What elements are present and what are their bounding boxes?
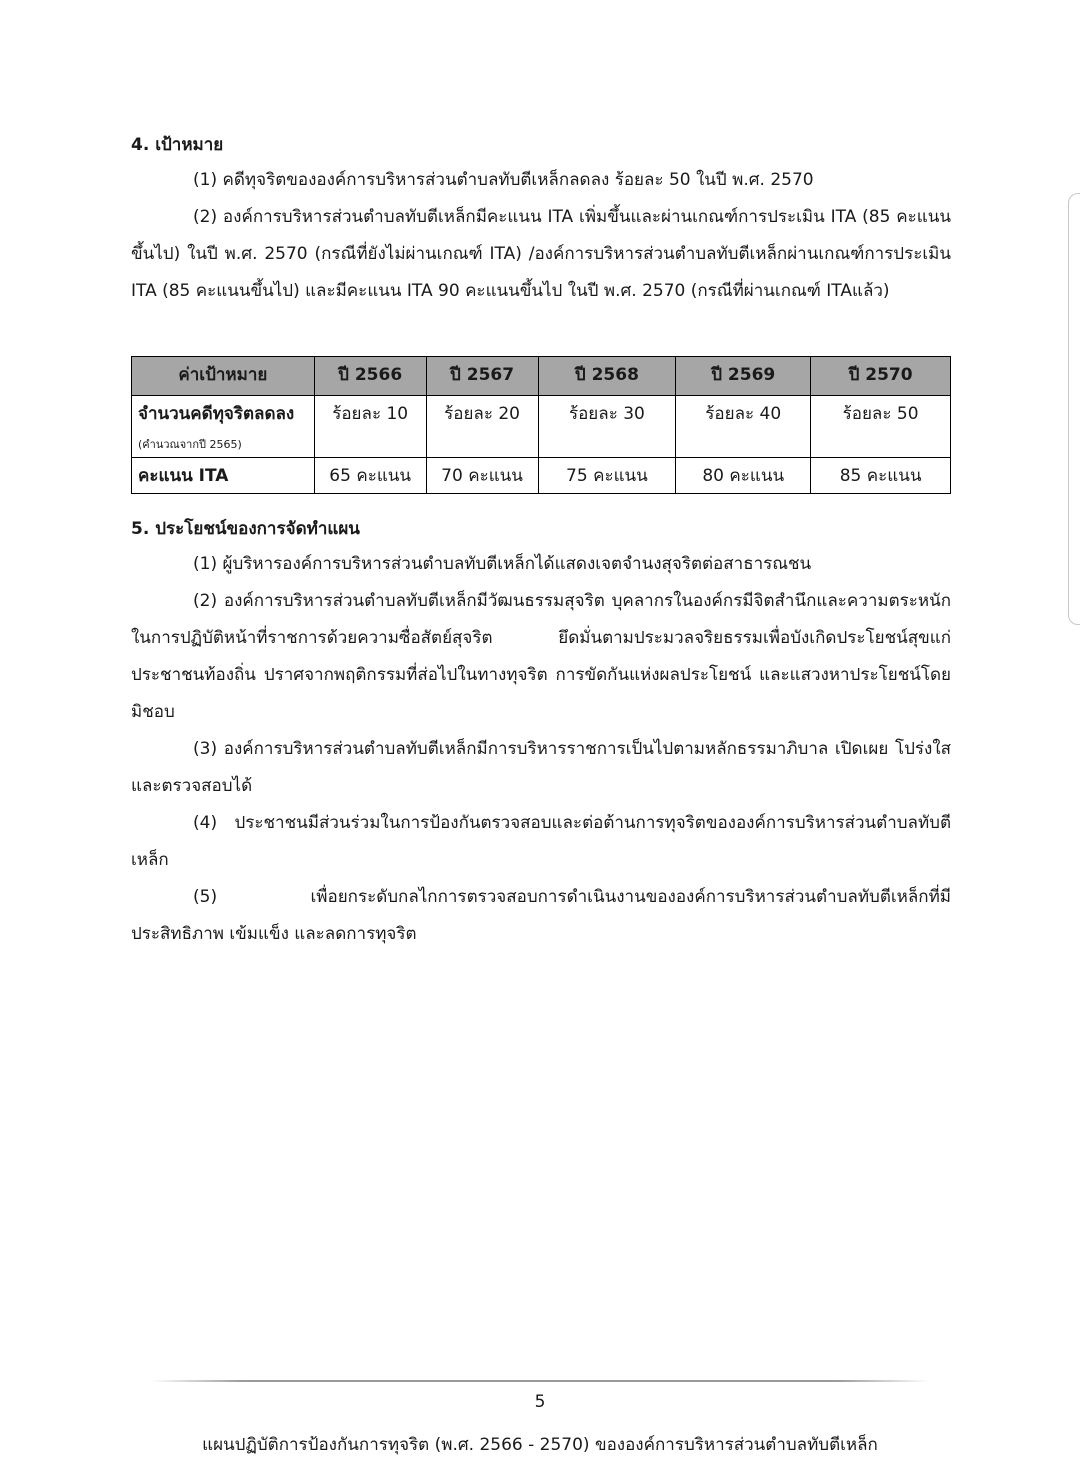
column-header: ปี 2568 <box>538 357 676 396</box>
column-header: ปี 2570 <box>811 357 951 396</box>
row-label-cell <box>132 458 315 494</box>
table-row <box>132 458 951 494</box>
table-cell: ร้อยละ 40 <box>676 396 811 458</box>
paragraph: (2) องค์การบริหารส่วนตำบลทับตีเหล็กมีคะแนน ITA เพิ่มขึ้นและผ่านเกณฑ์การประเมิน ITA (85 คะแนนขึ้นไป) ในปี พ.ศ. 2570 (กรณีที่ยังไม่ผ่านเกณฑ์ ITA) /องค์การบริหารส่วนตำบลทับตีเหล็กผ่านเกณฑ์การประเมิน ITA (85 คะแนนขึ้นไป) และมีคะแนน ITA 90 คะแนนขึ้นไป ในปี พ.ศ. 2570 (กรณีที่ผ่านเกณฑ์ ITAแล้ว) <box>131 207 951 301</box>
column-header: ค่าเป้าหมาย <box>132 357 315 396</box>
table-cell: 80 คะแนน <box>676 458 811 494</box>
table-cell: ร้อยละ 50 <box>811 396 951 458</box>
paragraph: (5) เพื่อยกระดับกลไกการตรวจสอบการดำเนินงานขององค์การบริหารส่วนตำบลทับตีเหล็กที่มีประสิทธิภาพ เข้มแข็ง และลดการทุจริต <box>131 887 951 944</box>
paragraph: (1) คดีทุจริตขององค์การบริหารส่วนตำบลทับตีเหล็กลดลง ร้อยละ 50 ในปี พ.ศ. 2570 <box>193 170 814 190</box>
table-cell: 75 คะแนน <box>538 458 676 494</box>
targets-table <box>131 356 951 494</box>
table-cell: 65 คะแนน <box>314 458 426 494</box>
table-cell: 70 คะแนน <box>426 458 538 494</box>
row-label: จำนวนคดีทุจริตลดลง <box>138 404 295 424</box>
paragraph: (1) ผู้บริหารองค์การบริหารส่วนตำบลทับตีเหล็กได้แสดงเจตจำนงสุจริตต่อสาธารณชน <box>193 554 812 574</box>
section-benefits <box>131 512 951 953</box>
footer-title: แผนปฏิบัติการป้องกันการทุจริต (พ.ศ. 2566 - 2570) ขององค์การบริหารส่วนตำบลทับตีเหล็ก <box>202 1435 878 1455</box>
row-label: คะแนน ITA <box>138 466 229 486</box>
row-label-cell <box>132 396 315 458</box>
row-note: (คำนวณจากปี 2565) <box>138 438 242 451</box>
section-heading: 5. ประโยชน์ของการจัดทำแผน <box>131 519 360 539</box>
column-header: ปี 2567 <box>426 357 538 396</box>
table-cell: ร้อยละ 10 <box>314 396 426 458</box>
table-header-row <box>132 357 951 396</box>
table-row <box>132 396 951 458</box>
table-cell: 85 คะแนน <box>811 458 951 494</box>
footer-divider <box>150 1380 930 1382</box>
table-cell: ร้อยละ 30 <box>538 396 676 458</box>
side-panel-tab[interactable] <box>1068 193 1080 625</box>
section-heading: 4. เป้าหมาย <box>131 135 224 155</box>
section-targets <box>131 128 951 310</box>
column-header: ปี 2569 <box>676 357 811 396</box>
column-header: ปี 2566 <box>314 357 426 396</box>
page-number: 5 <box>534 1392 546 1412</box>
paragraph: (4) ประชาชนมีส่วนร่วมในการป้องกันตรวจสอบและต่อต้านการทุจริตขององค์การบริหารส่วนตำบลทับตีเหล็ก <box>131 813 951 870</box>
paragraph: (2) องค์การบริหารส่วนตำบลทับตีเหล็กมีวัฒนธรรมสุจริต บุคลากรในองค์กรมีจิตสำนึกและความตระหนักในการปฏิบัติหน้าที่ราชการด้วยความซื่อสัตย์สุจริต ยึดมั่นตามประมวลจริยธรรมเพื่อบังเกิดประโยชน์สุขแก่ประชาชนท้องถิ่น ปราศจากพฤติกรรมที่ส่อไปในทางทุจริต การขัดกันแห่งผลประโยชน์ และแสวงหาประโยชน์โดยมิชอบ <box>131 591 951 722</box>
paragraph: (3) องค์การบริหารส่วนตำบลทับตีเหล็กมีการบริหารราชการเป็นไปตามหลักธรรมาภิบาล เปิดเผย โปร่งใส และตรวจสอบได้ <box>131 739 951 796</box>
table-cell: ร้อยละ 20 <box>426 396 538 458</box>
